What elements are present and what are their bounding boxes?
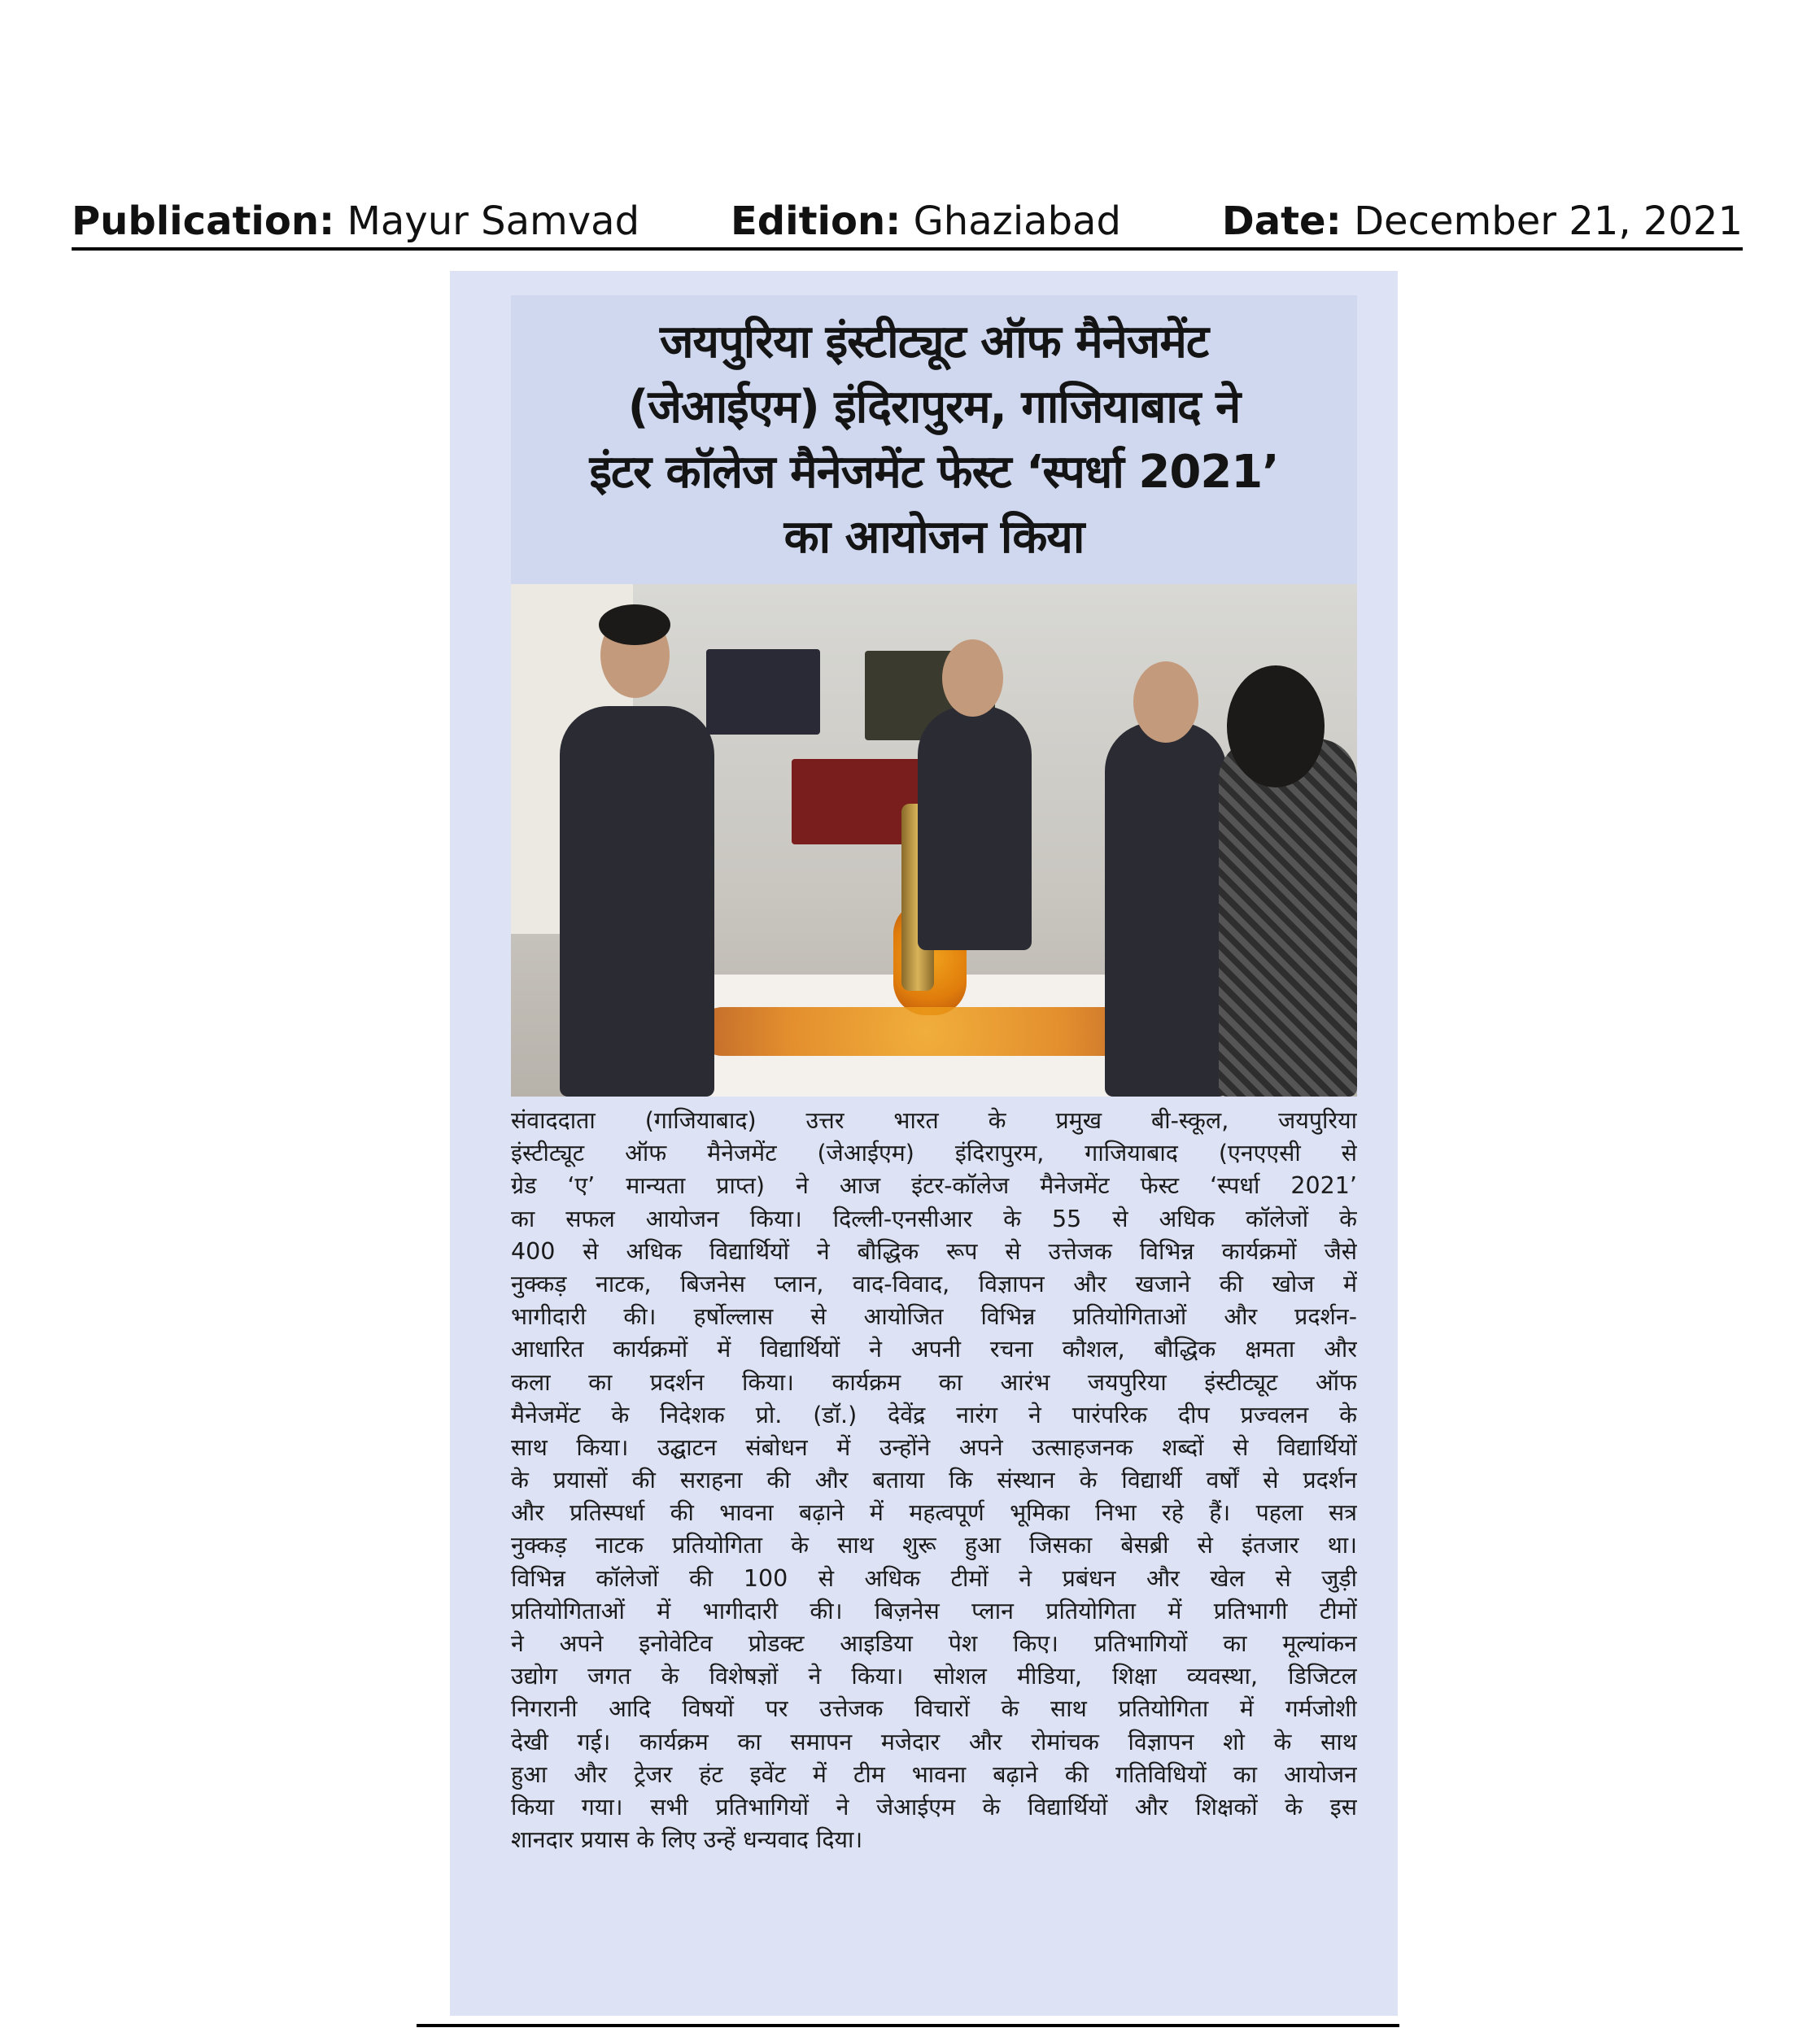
body-line: किया गया। सभी प्रतिभागियों ने जेआईएम के विद्यार्थियों और शिक्षकों के इस (511, 1793, 1357, 1821)
body-line: देखी गई। कार्यक्रम का समापन मजेदार और रोमांचक विज्ञापन शो के साथ (511, 1728, 1357, 1755)
bottom-divider (417, 2024, 1399, 2027)
body-line: कला का प्रदर्शन किया। कार्यक्रम का आरंभ जयपुरिया इंस्टीट्यूट ऑफ (511, 1368, 1357, 1396)
date-meta (1222, 195, 1743, 247)
headline-line-2: (जेआईएम) इंदिरापुरम, गाजियाबाद ने (627, 380, 1241, 434)
body-line: विभिन्न कॉलेजों की 100 से अधिक टीमों ने प्रबंधन और खेल से जुड़ी (511, 1564, 1357, 1592)
flower-rangoli (698, 1007, 1154, 1056)
poster-debate (706, 649, 820, 735)
person-center-head (942, 639, 1003, 717)
body-line: हुआ और ट्रेजर हंट इवेंट में टीम भावना बढ़ाने की गतिविधियों का आयोजन (511, 1760, 1357, 1788)
person-right (1105, 722, 1227, 1097)
body-line: और प्रतिस्पर्धा की भावना बढ़ाने में महत्वपूर्ण भूमिका निभा रहे हैं। पहला सत्र (511, 1499, 1357, 1527)
body-line: नुक्कड़ नाटक प्रतियोगिता के साथ शुरू हुआ जिसका बेसब्री से इंतजार था। (511, 1532, 1357, 1559)
body-line: 400 से अधिक विद्यार्थियों ने बौद्धिक रूप से उत्तेजक विभिन्न कार्यक्रमों जैसे (511, 1237, 1357, 1265)
body-line: नुक्कड़ नाटक, बिजनेस प्लान, वाद-विवाद, विज्ञापन और खजाने की खोज में (511, 1270, 1357, 1297)
date-value: December 21, 2021 (1354, 198, 1743, 244)
person-left-hair (599, 604, 670, 645)
publication-meta (72, 195, 639, 247)
edition-value: Ghaziabad (913, 198, 1121, 244)
publication-meta-bar (72, 195, 1743, 251)
body-line: के प्रयासों की सराहना की और बताया कि संस्थान के विद्यार्थी वर्षों से प्रदर्शन (511, 1467, 1357, 1494)
body-line: प्रतियोगिताओं में भागीदारी की। बिज़नेस प्लान प्रतियोगिता में प्रतिभागी टीमों (511, 1597, 1357, 1625)
body-line: इंस्टीट्यूट ऑफ मैनेजमेंट (जेआईएम) इंदिरापुरम, गाजियाबाद (एनएएसी से (511, 1140, 1357, 1167)
person-left (560, 706, 714, 1097)
person-right-head (1133, 661, 1198, 743)
lamp-lighting-photo (511, 584, 1357, 1097)
body-line: संवाददाता (गाजियाबाद) उत्तर भारत के प्रमुख बी-स्कूल, जयपुरिया (511, 1107, 1357, 1134)
person-far-right (1219, 739, 1357, 1097)
body-line: भागीदारी की। हर्षोल्लास से आयोजित विभिन्न प्रतियोगिताओं और प्रदर्शन- (511, 1303, 1357, 1331)
headline (511, 295, 1357, 584)
edition-label: Edition: (731, 198, 901, 244)
person-center (918, 706, 1032, 950)
edition-meta (731, 195, 1121, 247)
body-line: आधारित कार्यक्रमों में विद्यार्थियों ने अपनी रचना कौशल, बौद्धिक क्षमता और (511, 1336, 1357, 1363)
body-line: मैनेजमेंट के निदेशक प्रो. (डॉ.) देवेंद्र नारंग ने पारंपरिक दीप प्रज्वलन के (511, 1401, 1357, 1428)
body-line: निगरानी आदि विषयों पर उत्तेजक विचारों के साथ प्रतियोगिता में गर्मजोशी (511, 1695, 1357, 1723)
body-line: ने अपने इनोवेटिव प्रोडक्ट आइडिया पेश किए। प्रतिभागियों का मूल्यांकन (511, 1630, 1357, 1657)
headline-line-4: का आयोजन किया (783, 510, 1085, 564)
date-label: Date: (1221, 198, 1342, 244)
body-line: का सफल आयोजन किया। दिल्ली-एनसीआर के 55 से अधिक कॉलेजों के (511, 1205, 1357, 1232)
body-line: उद्योग जगत के विशेषज्ञों ने किया। सोशल मीडिया, शिक्षा व्यवस्था, डिजिटल (511, 1663, 1357, 1690)
article-body (511, 1105, 1357, 1856)
body-line: ग्रेड ‘ए’ मान्यता प्राप्त) ने आज इंटर-कॉलेज मैनेजमेंट फेस्ट ‘स्पर्धा 2021’ (511, 1172, 1357, 1200)
person-far-right-hair (1227, 665, 1325, 787)
body-line: साथ किया। उद्घाटन संबोधन में उन्होंने अपने उत्साहजनक शब्दों से विद्यार्थियों (511, 1433, 1357, 1461)
publication-label: Publication: (72, 198, 335, 244)
body-line: शानदार प्रयास के लिए उन्हें धन्यवाद दिया। (511, 1826, 863, 1854)
newspaper-clipping (450, 271, 1398, 2016)
publication-value: Mayur Samvad (347, 198, 640, 244)
headline-line-3: इंटर कॉलेज मैनेजमेंट फेस्ट ‘स्पर्धा 2021’ (589, 445, 1279, 499)
headline-line-1: जयपुरिया इंस्टीट्यूट ऑफ मैनेजमेंट (659, 315, 1209, 369)
